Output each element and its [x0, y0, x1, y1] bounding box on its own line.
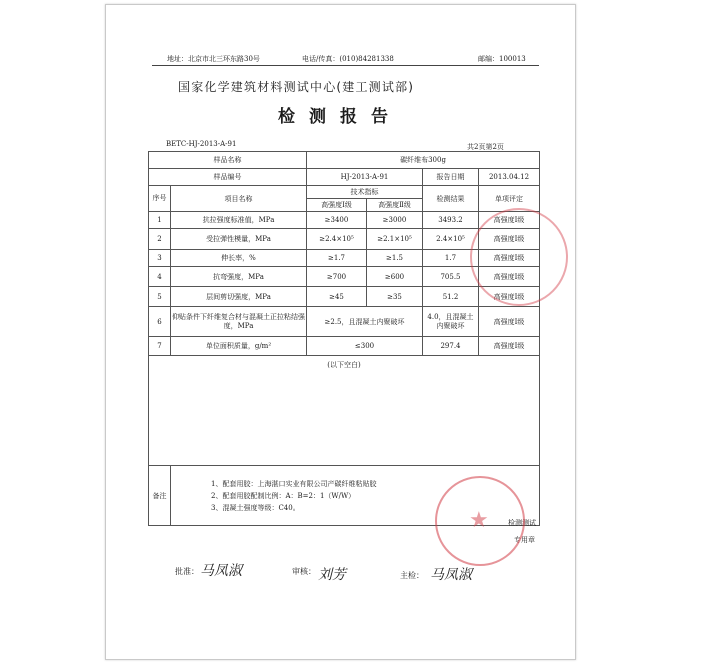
row-seq: 1: [149, 212, 171, 229]
row-seq: 6: [149, 307, 171, 337]
row-grade2: ≥2.1×10⁵: [367, 229, 423, 250]
table-row: [149, 152, 540, 169]
report-title: 检测报告: [278, 107, 402, 127]
header-rule: [152, 65, 539, 66]
row-judge: 高强度Ⅰ级: [479, 287, 540, 307]
header-grade1: 高强度Ⅰ级: [307, 199, 367, 212]
row-item: 仰贴条件下纤维复合材与混凝土正拉粘结强度，MPa: [171, 307, 307, 337]
remark-line: 3、混凝土强度等级：C40。: [211, 503, 300, 512]
row-grade2: ≥1.5: [367, 250, 423, 267]
table-row: [149, 307, 540, 337]
postcode-text: 邮编：100013: [478, 55, 526, 63]
row-item: 层间剪切强度，MPa: [171, 287, 307, 307]
report-number: BETC-HJ-2013-A-91: [166, 140, 237, 148]
remarks-label: 备注: [149, 466, 171, 526]
table-row: [149, 287, 540, 307]
row-result: 1.7: [423, 250, 479, 267]
approve-label: 批准：: [175, 567, 199, 576]
row-item: 抗弯强度，MPa: [171, 267, 307, 287]
blank-note: (以下空白): [149, 356, 540, 466]
address-text: 地址：北京市北三环东路30号: [167, 55, 260, 63]
header-judge: 单项评定: [479, 186, 540, 212]
row-result: 2.4×10⁵: [423, 229, 479, 250]
header-item: 项目名称: [171, 186, 307, 212]
stamp-text-2: 专用章: [514, 536, 535, 544]
row-grade2: ≥600: [367, 267, 423, 287]
row-grade1: ≥2.4×10⁵: [307, 229, 367, 250]
header-tech: 技术指标: [307, 186, 423, 199]
row-judge: 高强度Ⅰ级: [479, 212, 540, 229]
review-label: 审核：: [292, 567, 316, 576]
row-grade2: ≥3000: [367, 212, 423, 229]
page-info: 共2页第2页: [467, 143, 504, 151]
test-signature: 马凤淑: [430, 567, 472, 583]
sample-name-label: 样品名称: [149, 152, 307, 169]
sample-no-label: 样品编号: [149, 169, 307, 186]
row-grade2: ≥35: [367, 287, 423, 307]
red-seal-icon: [470, 208, 568, 306]
row-grade1: ≥3400: [307, 212, 367, 229]
row-result: 51.2: [423, 287, 479, 307]
row-judge: 高强度Ⅰ级: [479, 250, 540, 267]
row-seq: 7: [149, 337, 171, 356]
sample-name-value: 碳纤维布300g: [307, 152, 540, 169]
row-item: 抗拉强度标准值，MPa: [171, 212, 307, 229]
row-grade-merged: ≤300: [307, 337, 423, 356]
sample-no-value: HJ-2013-A-91: [307, 169, 423, 186]
approve-signature: 马凤淑: [200, 563, 242, 579]
red-seal-icon: ★: [435, 476, 525, 566]
remark-line: 1、配套用胶：上海湛口实业有限公司产碳纤维粘贴胶: [211, 479, 377, 488]
row-judge: 高强度Ⅰ级: [479, 267, 540, 287]
phone-text: 电话/传真：(010)84281338: [302, 55, 394, 63]
review-signature: 刘芳: [318, 567, 346, 583]
row-result: 3493.2: [423, 212, 479, 229]
row-item: 受拉弹性模量，MPa: [171, 229, 307, 250]
test-results-table: [148, 151, 540, 526]
remark-line: 2、配套用胶配制比例：A：B=2：1（W/W）: [211, 491, 356, 500]
row-seq: 3: [149, 250, 171, 267]
header-result: 检测结果: [423, 186, 479, 212]
test-label: 主检：: [400, 571, 424, 580]
table-row: [149, 169, 540, 186]
row-grade1: ≥45: [307, 287, 367, 307]
row-result: 4.0，且混凝土内聚破坏: [423, 307, 479, 337]
row-judge: 高强度Ⅰ级: [479, 337, 540, 356]
table-row: [149, 356, 540, 466]
stamp-text-1: 检测测试: [508, 519, 536, 527]
header-grade2: 高强度Ⅱ级: [367, 199, 423, 212]
row-grade-merged: ≥2.5，且混凝土内聚破坏: [307, 307, 423, 337]
institution-title: 国家化学建筑材料测试中心(建工测试部): [178, 80, 415, 94]
row-result: 705.5: [423, 267, 479, 287]
table-row: [149, 337, 540, 356]
row-seq: 4: [149, 267, 171, 287]
row-seq: 2: [149, 229, 171, 250]
row-grade1: ≥1.7: [307, 250, 367, 267]
row-result: 297.4: [423, 337, 479, 356]
table-header-row: [149, 186, 540, 199]
report-date-label: 报告日期: [423, 169, 479, 186]
report-date-value: 2013.04.12: [479, 169, 540, 186]
row-item: 伸长率，%: [171, 250, 307, 267]
row-judge: 高强度Ⅰ级: [479, 307, 540, 337]
row-item: 单位面积质量，g/m²: [171, 337, 307, 356]
header-seq: 序号: [149, 186, 171, 212]
row-grade1: ≥700: [307, 267, 367, 287]
row-judge: 高强度Ⅰ级: [479, 229, 540, 250]
row-seq: 5: [149, 287, 171, 307]
